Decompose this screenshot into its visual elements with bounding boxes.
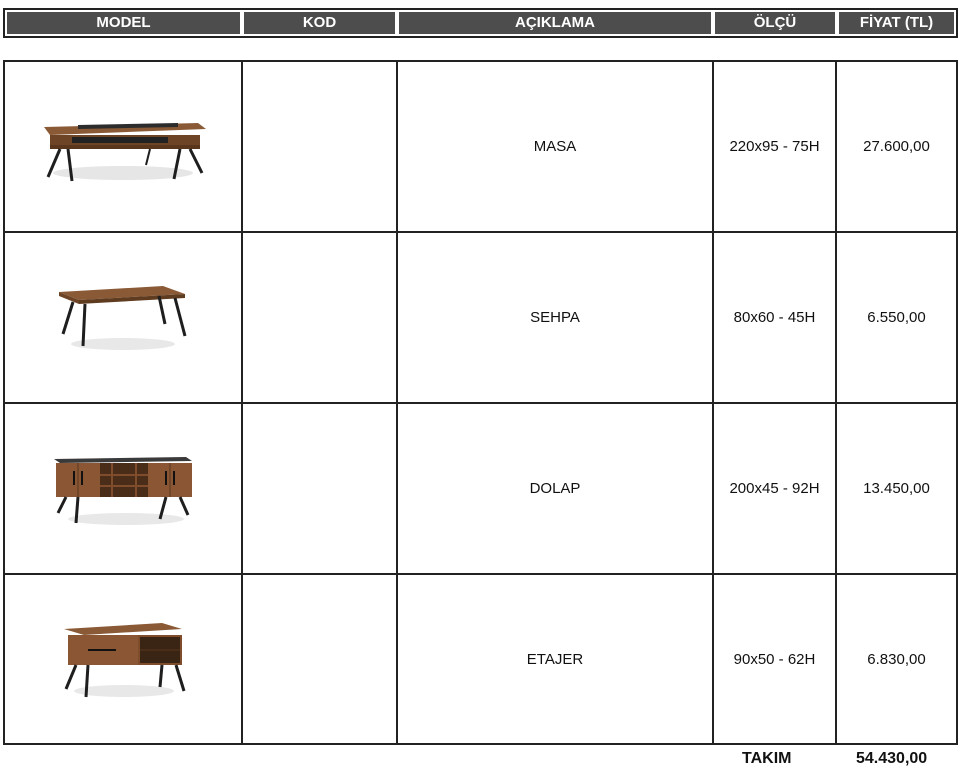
- total-label: TAKIM: [742, 750, 792, 767]
- olcu-cell: 80x60 - 45H: [733, 309, 816, 326]
- table-row: [5, 62, 956, 231]
- shelf-unit-image: [58, 617, 188, 703]
- table-row: [5, 404, 956, 573]
- fiyat-cell: 13.450,00: [863, 480, 930, 497]
- coffee-table-image: [53, 278, 193, 358]
- model-cell: [5, 233, 241, 402]
- aciklama-cell: ETAJER: [526, 651, 584, 668]
- aciklama-cell: SEHPA: [530, 309, 580, 326]
- fiyat-cell: 27.600,00: [863, 138, 930, 155]
- aciklama-cell: DOLAP: [529, 480, 581, 497]
- kod-cell: [243, 62, 396, 231]
- kod-cell: [243, 575, 396, 744]
- kod-cell: [243, 404, 396, 573]
- olcu-cell: 220x95 - 75H: [729, 138, 820, 155]
- aciklama-cell: MASA: [533, 138, 577, 155]
- fiyat-cell: 6.830,00: [867, 651, 926, 668]
- desk-image: [38, 107, 208, 187]
- fiyat-cell: 6.550,00: [867, 309, 926, 326]
- header-olcu: ÖLÇÜ: [715, 12, 835, 34]
- header-kod: KOD: [244, 12, 395, 34]
- table-header: [3, 8, 958, 38]
- header-fiyat: FİYAT (TL): [839, 12, 954, 34]
- total-value: 54.430,00: [856, 750, 928, 767]
- table-row: [5, 575, 956, 744]
- header-model: MODEL: [7, 12, 240, 34]
- sideboard-image: [48, 449, 198, 529]
- model-cell: [5, 404, 241, 573]
- model-cell: [5, 62, 241, 231]
- product-table: [3, 60, 958, 745]
- olcu-cell: 90x50 - 62H: [733, 651, 816, 668]
- kod-cell: [243, 233, 396, 402]
- header-aciklama: AÇIKLAMA: [399, 12, 711, 34]
- table-row: [5, 233, 956, 402]
- model-cell: [5, 575, 241, 744]
- olcu-cell: 200x45 - 92H: [729, 480, 820, 497]
